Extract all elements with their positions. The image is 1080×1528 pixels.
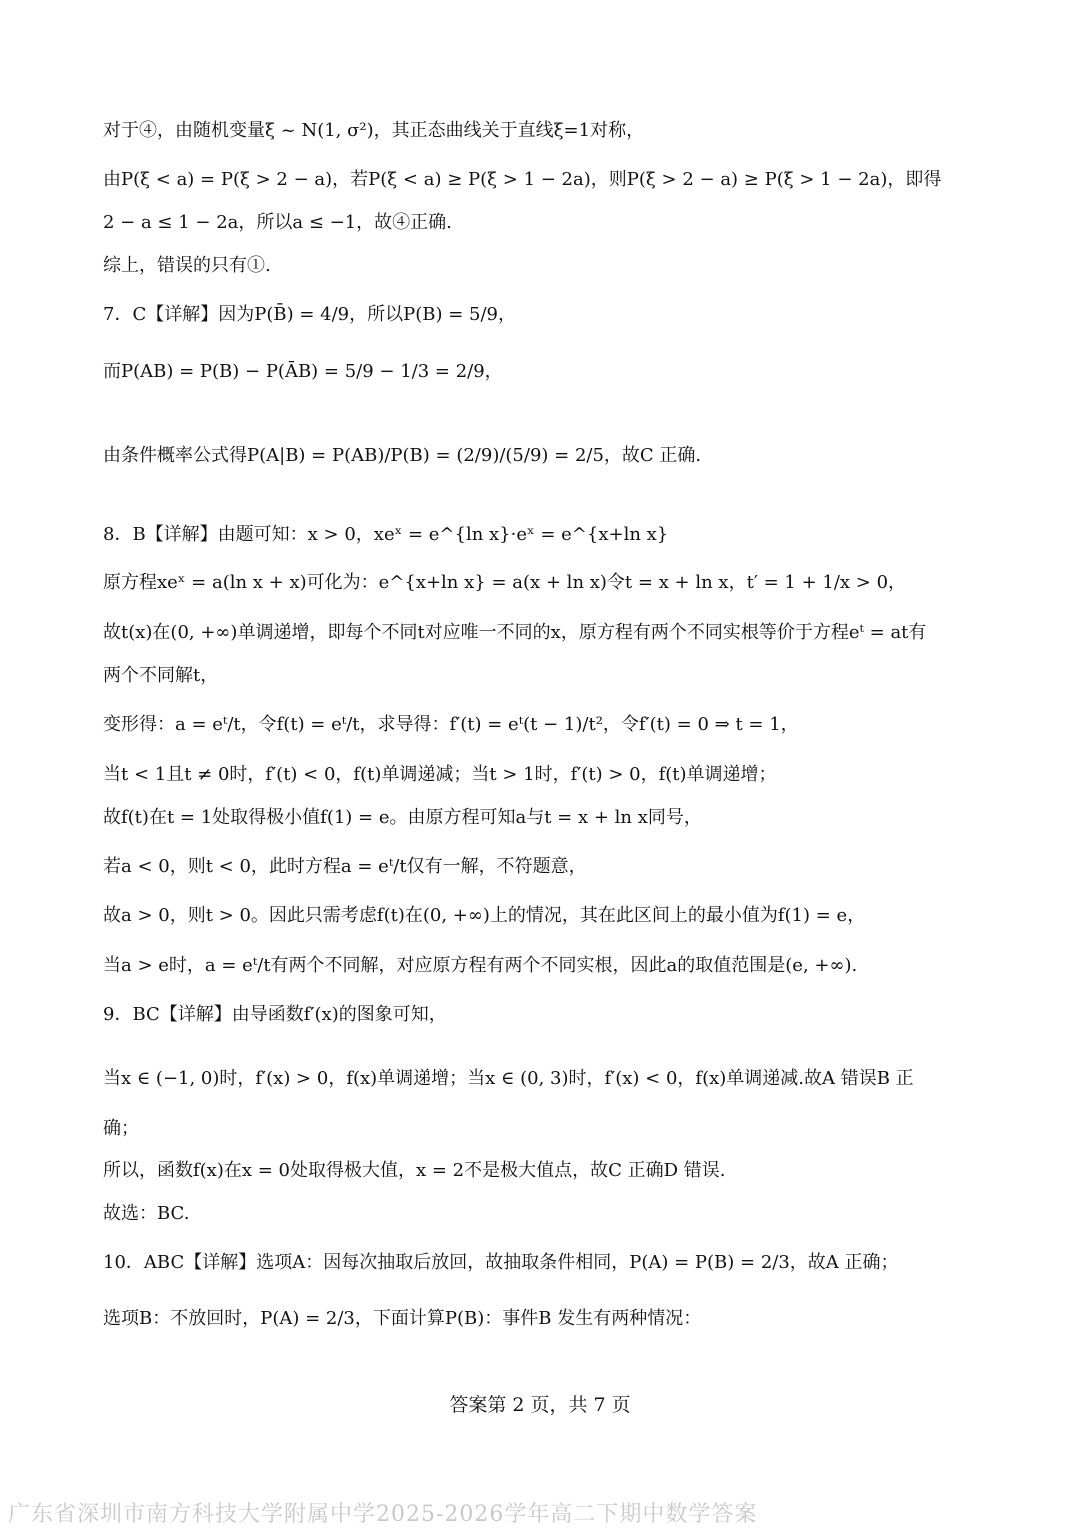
text-line: 变形得：a = eᵗ/t，令f(t) = eᵗ/t，求导得：f′(t) = eᵗ(t − 1)/t²，令f′(t) = 0 ⇒ t = 1， [103, 714, 799, 735]
text-line: 综上，错误的只有①. [103, 255, 271, 276]
watermark: 广东省深圳市南方科技大学附属中学2025-2026学年高二下期中数学答案 [8, 1502, 758, 1527]
text-line: 原方程xeˣ = a(ln x + x)可化为：e^{x+ln x} = a(x + ln x)令t = x + ln x，t′ = 1 + 1/x > 0， [103, 572, 907, 593]
text-line: 由条件概率公式得P(A|B) = P(AB)/P(B) = (2/9)/(5/9) = 2/5，故C 正确. [103, 445, 702, 466]
text-line: 对于④，由随机变量ξ ~ N(1, σ²)，其正态曲线关于直线ξ=1对称， [103, 120, 645, 141]
text-line: 选项B：不放回时，P(A) = 2/3，下面计算P(B)：事件B 发生有两种情况： [103, 1308, 702, 1329]
text-line: 确； [103, 1118, 139, 1139]
text-line: 故a > 0，则t > 0。因此只需考虑f(t)在(0, +∞)上的情况，其在此区间上的最小值为f(1) = e， [103, 905, 866, 926]
text-line: 所以，函数f(x)在x = 0处取得极大值，x = 2不是极大值点，故C 正确D 错误. [103, 1160, 726, 1181]
text-line: 故f(t)在t = 1处取得极小值f(1) = e。由原方程可知a与t = x + ln x同号， [103, 807, 702, 828]
text-line: 若a < 0，则t < 0，此时方程a = eᵗ/t仅有一解，不符题意， [103, 856, 587, 877]
text-line: 两个不同解t， [103, 665, 219, 686]
text-line: 当x ∈ (−1, 0)时，f′(x) > 0，f(x)单调递增；当x ∈ (0, 3)时，f′(x) < 0，f(x)单调递减.故A 错误B 正 [103, 1068, 914, 1089]
text-line: 而P(AB) = P(B) − P(ĀB) = 5/9 − 1/3 = 2/9， [103, 361, 503, 382]
text-line: 当t < 1且t ≠ 0时，f′(t) < 0，f(t)单调递减；当t > 1时，f′(t) > 0，f(t)单调递增； [103, 764, 777, 785]
text-line: 由P(ξ < a) = P(ξ > 2 − a)，若P(ξ < a) ≥ P(ξ > 1 − 2a)，则P(ξ > 2 − a) ≥ P(ξ > 1 − 2a)，即得 [103, 169, 942, 190]
text-line: 故t(x)在(0, +∞)单调递增，即每个不同t对应唯一不同的x，原方程有两个不同实根等价于方程eᵗ = at有 [103, 622, 927, 643]
text-line: 9．BC【详解】由导函数f′(x)的图象可知， [103, 1004, 447, 1025]
text-line: 故选：BC. [103, 1203, 190, 1224]
page-footer: 答案第 2 页，共 7 页 [449, 1394, 631, 1416]
text-line: 7．C【详解】因为P(B̄) = 4/9，所以P(B) = 5/9， [103, 304, 516, 325]
text-line: 2 − a ≤ 1 − 2a，所以a ≤ −1，故④正确. [103, 212, 452, 233]
text-line: 8．B【详解】由题可知：x > 0，xeˣ = e^{ln x}·eˣ = e^{x+ln x} [103, 524, 669, 545]
text-line: 当a > e时，a = eᵗ/t有两个不同解，对应原方程有两个不同实根，因此a的取值范围是(e, +∞). [103, 955, 858, 976]
text-line: 10．ABC【详解】选项A：因每次抽取后放回，故抽取条件相同，P(A) = P(B) = 2/3，故A 正确； [103, 1252, 899, 1273]
